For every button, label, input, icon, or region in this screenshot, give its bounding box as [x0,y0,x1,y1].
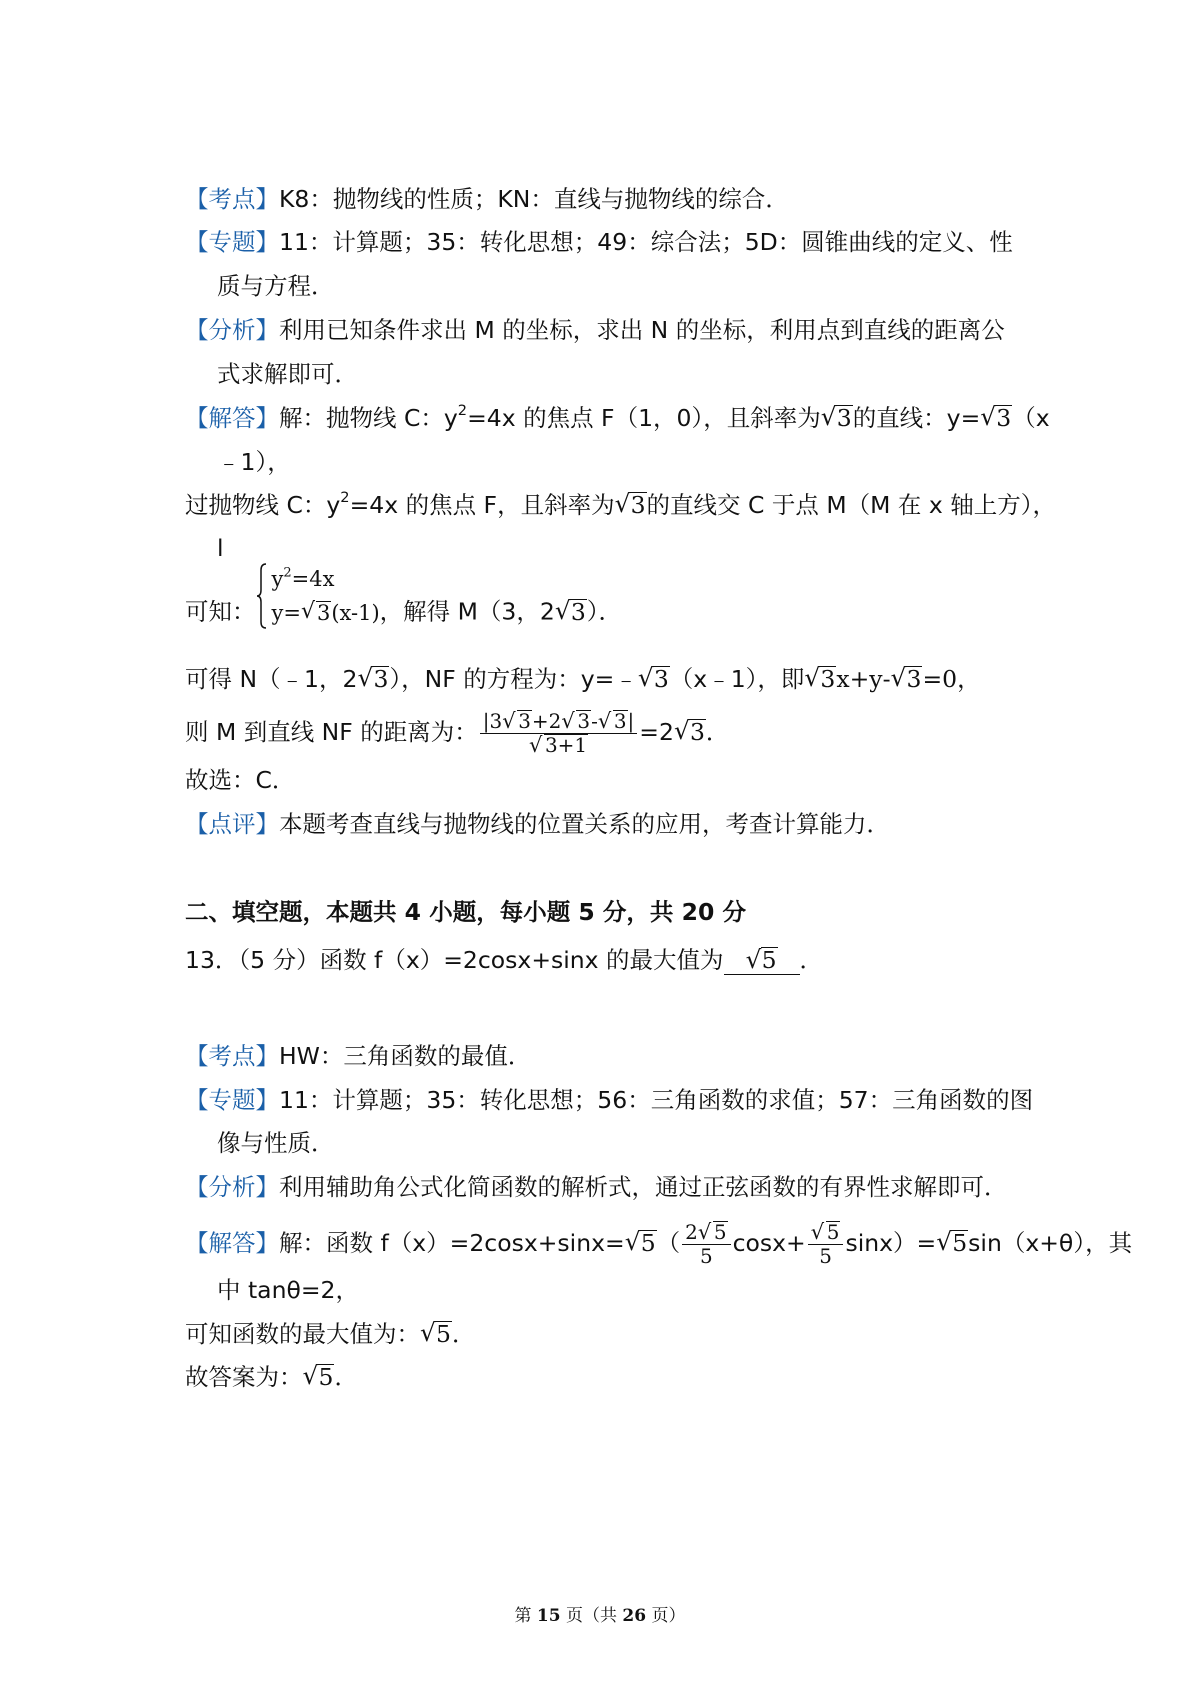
zhuanti-text: 11：计算题；35：转化思想；49：综合法；5D：圆锥曲线的定义、性 [279,228,1013,256]
page-number: 15 [536,1606,561,1626]
solution-text: =2 [639,717,674,746]
page-footer [0,1601,1200,1626]
max-value-line [185,1319,475,1349]
solution-text: ），NF 的方程为：y=﹣ [389,665,638,693]
frac-text: |3 [482,709,503,733]
footer-text: 第 [514,1606,537,1626]
fraction-denominator [526,734,591,757]
sqrt-expr [821,403,853,433]
kaodian-text: HW：三角函数的最值． [279,1042,532,1070]
final-answer-line [185,1362,358,1392]
left-brace-icon [256,562,268,630]
radicand: 3 [653,665,669,693]
radicand: 3 [518,709,531,733]
solution-text: 可得 N（﹣1，2 [185,665,358,693]
question-text: 13．（5 分）函数 f（x）=2cosx+sinx 的最大值为 [185,946,724,974]
jieda-text: （x [1012,404,1050,432]
jieda-cont: ﹣1）， [217,448,291,476]
frac-text: - [591,709,598,733]
dianping-tag: 【点评】 [185,810,279,838]
radicand: 5 [436,1320,451,1348]
solution-text: ． [705,717,730,746]
radicand: 3 [570,597,586,626]
solution-line [185,490,1056,520]
radicand: 3 [373,665,389,693]
radicand: 5 [952,1228,968,1257]
radicand: 3 [630,491,646,519]
equation-system [256,562,380,630]
solution-text: （x﹣1），即 [669,665,805,693]
frac-text: +2 [531,709,562,733]
solution-text: 可知： [185,597,256,626]
solution-text: x+y- [836,665,891,693]
fraction-numerator [682,1221,730,1245]
jieda-row [185,1221,1132,1268]
exponent: 2 [457,402,468,420]
sqrt-expr [980,403,1012,433]
radicand: 5 [826,1220,840,1244]
sys-text: y [271,567,284,591]
exponent: 2 [340,489,350,507]
jieda-text: cosx+ [732,1228,806,1257]
radicand: 3 [996,404,1012,432]
sqrt-expr [936,1228,968,1258]
frac-text: 2 [685,1220,698,1244]
sys-text: (x-1) [331,601,380,625]
fenxi-cont: 式求解即可． [217,360,358,388]
radicand: 5 [761,946,777,974]
kaodian-text: K8：抛物线的性质；KN：直线与抛物线的综合． [279,185,789,213]
question-13-stem [185,945,823,975]
jieda-text: （ [656,1228,681,1257]
sqrt-expr [746,947,778,974]
jieda-text: 解：函数 f（x）=2cosx+sinx= [279,1228,625,1257]
radicand: 3 [820,665,836,693]
question-text: ． [799,946,824,974]
solution-text: 故答案为： [185,1363,303,1391]
solution-text: ）． [586,597,623,626]
solution-text: =4x 的焦点 F，且斜率为 [349,491,615,519]
zhuanti-text: 11：计算题；35：转化思想；56：三角函数的求值；57：三角函数的图 [279,1086,1034,1114]
solution-text: 的直线交 C 于点 M（M 在 x 轴上方）， [646,491,1056,519]
fraction-denominator: 5 [819,1243,832,1268]
solution-text: 则 M 到直线 NF 的距离为： [185,717,478,746]
sqrt-expr [598,710,628,733]
jieda-text: 的直线：y= [852,404,981,432]
fraction-numerator [808,1221,844,1245]
dianping-row [185,809,890,839]
dianping-text: 本题考查直线与抛物线的位置关系的应用，考查计算能力． [279,810,890,838]
jieda-tag: 【解答】 [185,1228,279,1257]
radicand: 3 [689,717,705,746]
zhuanti-row [185,227,1013,257]
fraction [808,1221,844,1268]
zhuanti-cont: 像与性质． [217,1129,335,1157]
solution-text: 过抛物线 C：y [185,491,341,519]
system-line [185,565,623,630]
answer-blank [724,947,800,975]
sqrt-expr [420,1319,452,1349]
sqrt-expr [303,1362,335,1392]
sqrt-expr [561,710,591,733]
stray-mark: l [217,534,224,562]
sqrt-expr [357,664,389,694]
sqrt-expr [625,1228,657,1258]
sqrt-expr [811,1221,841,1244]
footer-text: 页（共 [560,1606,623,1626]
system-eq-2 [272,596,380,630]
radicand: 3 [613,709,627,733]
footer-text: 页） [646,1606,686,1626]
solution-text: =0， [922,665,981,693]
jieda-cont: 中 tanθ=2， [217,1276,359,1304]
radicand: 3 [906,665,922,693]
zhuanti-cont: 质与方程． [217,272,335,300]
sqrt-expr [638,664,670,694]
fenxi-text: 利用已知条件求出 M 的坐标，求出 N 的坐标，利用点到直线的距离公 [279,316,1005,344]
sqrt-expr [804,664,836,694]
zhuanti-tag: 【专题】 [185,1086,279,1114]
kaodian-tag: 【考点】 [185,1042,279,1070]
solution-text: ，解得 M（3，2 [379,597,555,626]
distance-fraction [480,710,638,757]
radicand: 3+1 [544,732,588,757]
solution-text: 可知函数的最大值为： [185,1320,420,1348]
sys-text: y= [271,601,301,625]
kaodian-row [185,1041,531,1071]
radicand: 3 [836,404,852,432]
kaodian-row [185,184,789,214]
section-heading: 二、填空题，本题共 4 小题，每小题 5 分，共 20 分 [185,898,746,926]
sqrt-expr [502,710,532,733]
sqrt-expr [698,1221,728,1244]
jieda-text: =4x 的焦点 F（1，0），且斜率为 [467,404,821,432]
frac-text: | [627,709,635,733]
sqrt-expr [891,664,923,694]
page-total: 26 [622,1606,647,1626]
sqrt-expr [529,734,588,757]
radicand: 5 [713,1220,727,1244]
fraction-numerator [480,710,638,734]
fenxi-row [185,315,1005,345]
solution-text: ． [334,1363,358,1391]
sqrt-expr [301,596,331,630]
fenxi-row [185,1172,1008,1202]
jieda-text: 解：抛物线 C：y [279,404,458,432]
zhuanti-row [185,1085,1033,1115]
fenxi-text: 利用辅助角公式化简函数的解析式，通过正弦函数的有界性求解即可． [279,1173,1008,1201]
radicand: 5 [640,1228,656,1257]
solution-line [185,664,981,694]
radicand: 3 [577,709,591,733]
jieda-text: sin（x+θ），其 [968,1228,1133,1257]
sqrt-expr [615,490,647,520]
solution-text: ． [451,1320,476,1348]
zhuanti-tag: 【专题】 [185,228,279,256]
fenxi-tag: 【分析】 [185,316,279,344]
fenxi-tag: 【分析】 [185,1173,279,1201]
distance-line [185,710,729,757]
answer-line: 故选：C． [185,766,296,794]
fraction [682,1221,730,1268]
fraction-denominator: 5 [700,1243,713,1268]
sqrt-expr [674,717,706,747]
radicand: 5 [318,1363,334,1391]
sys-text: =4x [291,567,335,591]
sqrt-expr [555,597,587,627]
radicand: 3 [316,601,331,625]
exponent: 2 [283,565,292,581]
jieda-row [185,403,1050,433]
jieda-tag: 【解答】 [185,404,279,432]
system-eq-1 [272,562,380,596]
kaodian-tag: 【考点】 [185,185,279,213]
jieda-text: sinx）= [845,1228,937,1257]
